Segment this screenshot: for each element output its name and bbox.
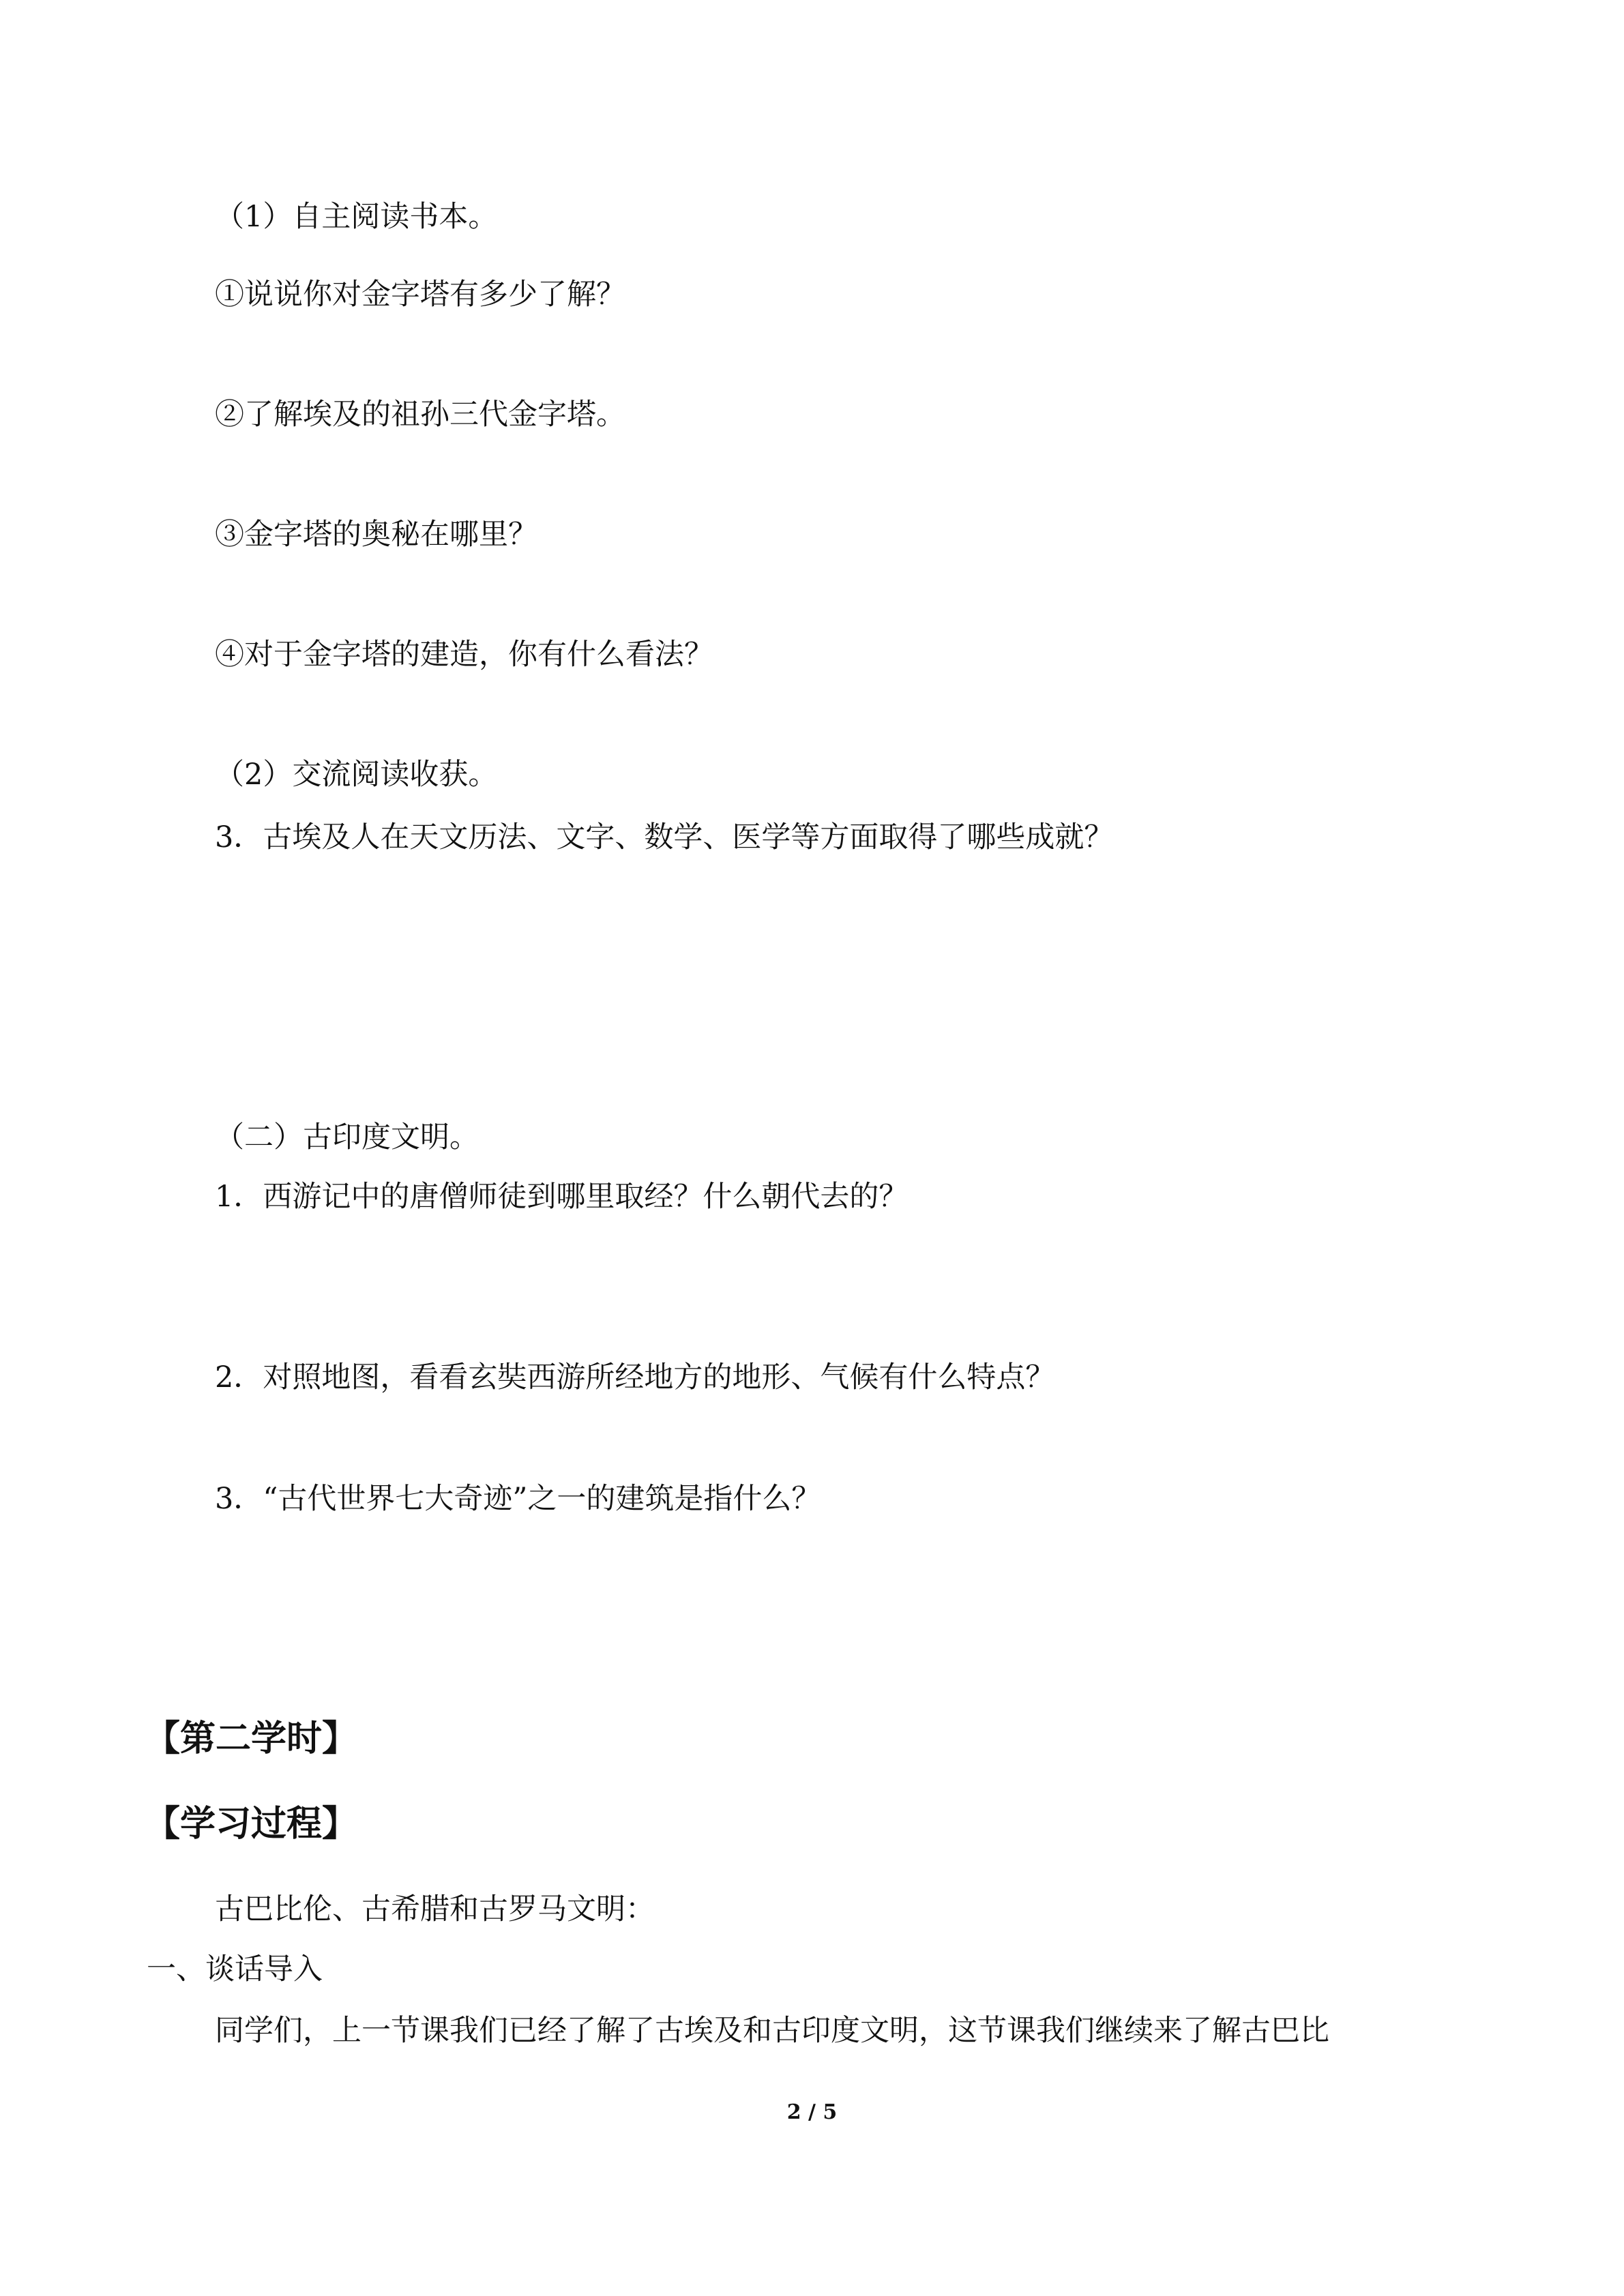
- read-self-item: （1）自主阅读书本。: [215, 200, 498, 234]
- question-pyramid-knowledge: ①说说你对金字塔有多少了解？: [215, 278, 625, 312]
- intro-civilizations: 古巴比伦、古希腊和古罗马文明：: [215, 1892, 655, 1926]
- intro-paragraph: 同学们，上一节课我们已经了解了古埃及和古印度文明，这节课我们继续来了解古巴比: [215, 2014, 1329, 2048]
- question-india-terrain: 2．对照地图，看看玄奘西游所经地方的地形、气候有什么特点？: [215, 1360, 1055, 1395]
- question-india-wonder: 3．“古代世界七大奇迹”之一的建筑是指什么？: [215, 1482, 821, 1516]
- question-india-pilgrimage: 1．西游记中的唐僧师徒到哪里取经？什么朝代去的？: [215, 1180, 909, 1214]
- page-number: 2 / 5: [786, 2100, 838, 2124]
- exchange-item: （2）交流阅读收获。: [215, 758, 498, 792]
- heading-learning-process: 【学习过程】: [145, 1803, 358, 1845]
- question-pyramid-opinion: ④对于金字塔的建造，你有什么看法？: [215, 638, 713, 672]
- question-egypt-achievements: 3．古埃及人在天文历法、文字、数学、医学等方面取得了哪些成就？: [215, 820, 1114, 854]
- question-pyramid-secret: ③金字塔的奥秘在哪里？: [215, 518, 537, 552]
- part-one-heading: 一、谈话导入: [147, 1952, 323, 1986]
- question-pyramid-generations: ②了解埃及的祖孙三代金字塔。: [215, 398, 625, 432]
- heading-second-period: 【第二学时】: [145, 1718, 358, 1759]
- section-ancient-india: （二）古印度文明。: [215, 1120, 479, 1154]
